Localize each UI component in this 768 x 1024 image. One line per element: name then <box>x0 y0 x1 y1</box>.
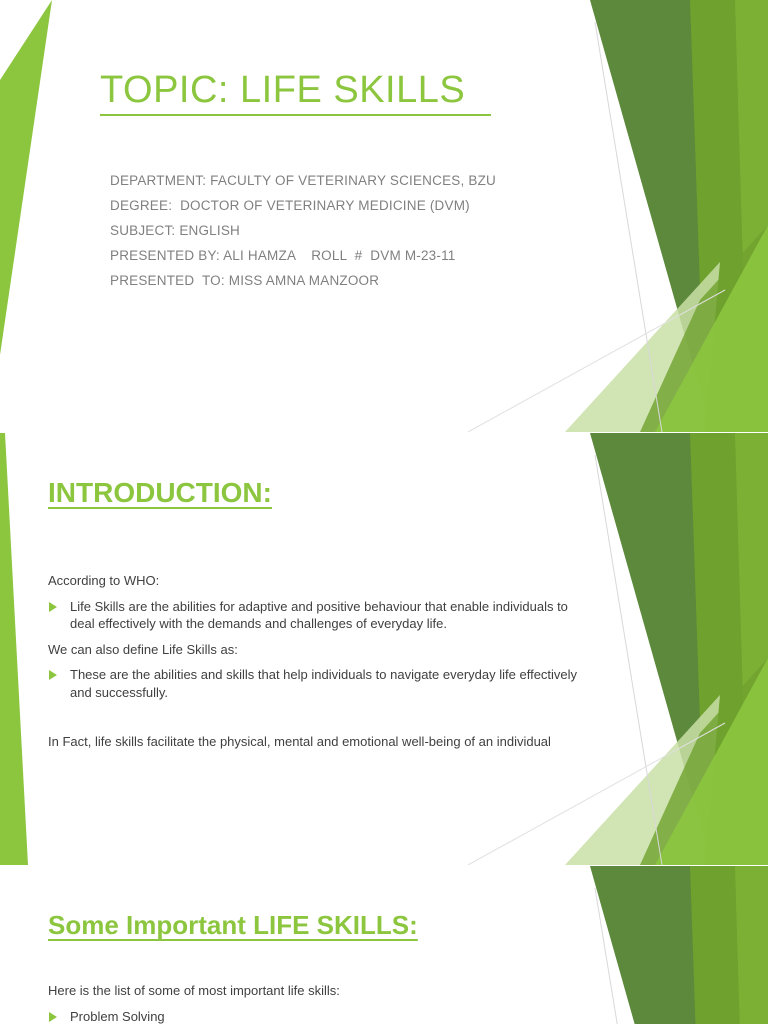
who-label: According to WHO: <box>48 573 160 588</box>
presentation-details <box>110 172 496 297</box>
bright-green-band <box>735 866 768 1024</box>
define-label: We can also define Life Skills as: <box>48 641 238 657</box>
triangle-bullet-icon <box>49 670 57 680</box>
department-line: DEPARTMENT: FACULTY OF VETERINARY SCIENCES, BZU <box>110 173 496 188</box>
slide-body <box>48 572 588 751</box>
title-slide <box>0 0 768 432</box>
list-item <box>48 1008 588 1024</box>
bullet-item <box>48 666 588 701</box>
list-item-text: Problem Solving <box>70 1008 165 1024</box>
introduction-slide <box>0 433 768 865</box>
bullet-text: Life Skills are the abilities for adaptive and positive behaviour that enable individuals to deal effectively with the demands and challenges of everyday life. <box>70 598 568 631</box>
bullet-item <box>48 598 588 633</box>
presented-to-line: PRESENTED TO: MISS AMNA MANZOOR <box>110 273 380 288</box>
conclusion-text: In Fact, life skills facilitate the physical, mental and emotional well-being of an individual <box>48 734 551 749</box>
left-green-sliver <box>0 433 28 865</box>
degree-line: DEGREE: DOCTOR OF VETERINARY MEDICINE (DVM) <box>110 198 470 213</box>
slide-title: TOPIC: LIFE SKILLS <box>100 68 491 116</box>
presented-by-line: PRESENTED BY: ALI HAMZA ROLL # DVM M-23-11 <box>110 248 456 263</box>
list-intro: Here is the list of some of most important life skills: <box>48 983 340 998</box>
triangle-bullet-icon <box>49 1012 57 1022</box>
slide-title: Some Important LIFE SKILLS: <box>48 910 418 940</box>
bullet-text: These are the abilities and skills that help individuals to navigate everyday life effectively and successfully. <box>70 667 578 700</box>
left-green-sliver <box>0 0 52 355</box>
triangle-bullet-icon <box>49 602 57 612</box>
slide-body <box>48 982 588 1024</box>
slide-title: INTRODUCTION: <box>48 477 272 508</box>
subject-line: SUBJECT: ENGLISH <box>110 223 240 238</box>
life-skills-slide <box>0 866 768 1024</box>
